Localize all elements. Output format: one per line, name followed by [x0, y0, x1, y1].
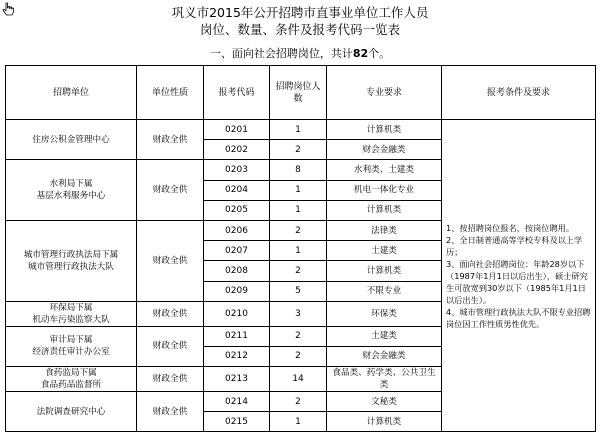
unit-name-line: 水利局下属 [49, 179, 93, 190]
cell-unit [6, 326, 137, 366]
header-code: 报考代码 [204, 66, 270, 120]
cell-count: 2 [270, 261, 327, 281]
unit-name-line: 环保局下属 [49, 302, 93, 313]
section-heading-prefix: 一、面向社会招聘岗位，共计 [209, 47, 353, 60]
cell-nature: 财政全供 [137, 367, 204, 392]
cell-count: 2 [270, 140, 327, 160]
cell-major: 文秘类 [327, 392, 442, 412]
cell-count: 1 [270, 180, 327, 200]
cell-code: 0208 [204, 261, 270, 281]
cell-major: 食品类、药学类、公共卫生类 [327, 367, 442, 392]
cell-unit [6, 220, 137, 301]
cell-unit [6, 367, 137, 392]
cell-code: 0210 [204, 301, 270, 326]
unit-name-line: 法院调查研究中心 [36, 406, 106, 417]
section-count: 82 [352, 47, 369, 60]
cell-nature: 财政全供 [137, 326, 204, 366]
cell-code: 0213 [204, 367, 270, 392]
header-unit: 招聘单位 [6, 66, 137, 120]
cell-major: 土建类 [327, 241, 442, 261]
cell-code: 0207 [204, 241, 270, 261]
header-major: 专业要求 [327, 66, 442, 120]
cell-code: 0215 [204, 412, 270, 432]
unit-name-line: 食品药品监督所 [40, 380, 102, 391]
cell-unit [6, 160, 137, 221]
cell-major: 计算机类 [327, 412, 442, 432]
unit-name-line: 食药监局下属 [45, 368, 97, 379]
cell-count: 1 [270, 120, 327, 140]
document-title-line1: 巩义市2015年公开招聘市直事业单位工作人员 [171, 5, 429, 20]
requirement-item: 4、城市管理行政执法大队不限专业招聘岗位因工作性质男性优先。 [446, 306, 591, 329]
cell-count: 2 [270, 220, 327, 240]
unit-name-line: 基层水利服务中心 [36, 191, 106, 202]
requirement-item: 2、全日制普通高等学校专科及以上学历； [446, 234, 583, 257]
cell-unit [6, 392, 137, 432]
cell-count: 2 [270, 326, 327, 346]
cell-count: 3 [270, 301, 327, 326]
cell-count: 1 [270, 241, 327, 261]
cell-nature: 财政全供 [137, 160, 204, 221]
unit-name-line: 审计局下属 [49, 335, 93, 346]
section-heading [0, 46, 600, 61]
unit-name-line: 城市管理行政执法局下属 [23, 249, 119, 260]
cell-count: 5 [270, 281, 327, 301]
header-count: 招聘岗位人数 [270, 66, 327, 120]
unit-name-line: 经济责任审计办公室 [32, 347, 110, 358]
cell-code: 0203 [204, 160, 270, 180]
cell-major: 计算机类 [327, 261, 442, 281]
unit-name-line: 机动车污染监察大队 [32, 314, 110, 325]
cell-unit [6, 120, 137, 160]
header-conditions: 报考条件及要求 [442, 66, 596, 120]
cell-major: 财会金融类 [327, 346, 442, 366]
cell-major: 财会金融类 [327, 140, 442, 160]
cell-nature: 财政全供 [137, 220, 204, 301]
cell-nature: 财政全供 [137, 120, 204, 160]
requirement-item: 3、面向社会招聘岗位：年龄28岁以下（1987年1月1日以后出生），硕士研究生可放宽到30岁以下（1985年1月1日以后出生）。 [446, 258, 588, 305]
unit-name-line: 城市管理行政执法大队 [28, 261, 114, 272]
cell-code: 0209 [204, 281, 270, 301]
section-heading-suffix: 个。 [368, 47, 391, 60]
cell-count: 14 [270, 367, 327, 392]
cell-code: 0201 [204, 120, 270, 140]
cell-code: 0202 [204, 140, 270, 160]
cell-code: 0214 [204, 392, 270, 412]
cell-code: 0212 [204, 346, 270, 366]
cell-major: 法律类 [327, 220, 442, 240]
cell-count: 1 [270, 412, 327, 432]
requirement-item: 1、按招聘岗位报名，按岗位聘用。 [446, 222, 575, 233]
cell-count: 2 [270, 392, 327, 412]
table-body [6, 120, 596, 432]
cell-code: 0205 [204, 200, 270, 220]
cell-major: 土建类 [327, 326, 442, 346]
cell-count: 1 [270, 200, 327, 220]
cell-code: 0204 [204, 180, 270, 200]
cell-major: 计算机类 [327, 200, 442, 220]
cell-major: 不限专业 [327, 281, 442, 301]
table-header-row [6, 66, 596, 120]
cell-major: 机电一体化专业 [327, 180, 442, 200]
document-title-line2: 岗位、数量、条件及报考代码一览表 [199, 22, 400, 37]
cell-major: 计算机类 [327, 120, 442, 140]
unit-name-line: 住房公积金管理中心 [32, 134, 110, 145]
cell-nature: 财政全供 [137, 301, 204, 326]
header-nature: 单位性质 [137, 66, 204, 120]
recruitment-table [5, 65, 596, 432]
cell-major: 环保类 [327, 301, 442, 326]
cell-code: 0211 [204, 326, 270, 346]
cell-major: 水利类、土建类 [327, 160, 442, 180]
cell-code: 0206 [204, 220, 270, 240]
cell-count: 8 [270, 160, 327, 180]
cell-count: 2 [270, 346, 327, 366]
cell-nature: 财政全供 [137, 392, 204, 432]
cell-requirements [442, 120, 596, 432]
table-row [6, 120, 596, 140]
cell-unit [6, 301, 137, 326]
